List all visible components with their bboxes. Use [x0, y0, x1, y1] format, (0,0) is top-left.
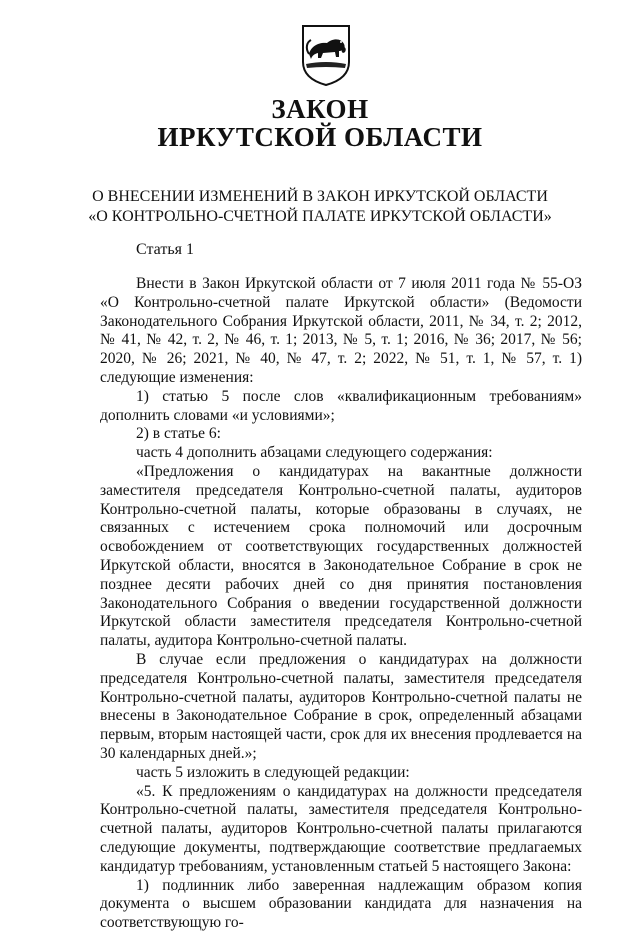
law-region-title: ИРКУТСКОЙ ОБЛАСТИ: [157, 122, 483, 152]
article-heading: Статья 1: [136, 241, 194, 258]
law-subject-line2: «О КОНТРОЛЬНО-СЧЕТНОЙ ПАЛАТЕ ИРКУТСКОЙ ОБЛАСТИ»: [88, 208, 552, 225]
paragraph: часть 5 изложить в следующей редакции:: [136, 763, 410, 781]
paragraph: «5. К предложениям о кандидатурах на должности председателя Контрольно-счетной палаты, заместителя председателя Контрольно-счетной палаты, аудиторов Контрольно-счетной палаты прилагаются следующие документы, подтверждающие соответствие предлагаемых кандидатур требованиям, установленным статьей 5 настоящего Закона:: [100, 782, 582, 875]
law-title: ЗАКОН: [271, 94, 369, 124]
paragraph: 1) подлинник либо заверенная надлежащим образом копия документа о высшем образовании кандидата для назначения на соответствующую го-: [100, 876, 582, 932]
coat-of-arms: [299, 24, 353, 86]
paragraph: 1) статью 5 после слов «квалификационным требованиям» дополнить словами «и условиями»;: [100, 387, 582, 424]
law-body: [100, 275, 582, 933]
law-subject-line1: О ВНЕСЕНИИ ИЗМЕНЕНИЙ В ЗАКОН ИРКУТСКОЙ ОБЛАСТИ: [92, 188, 548, 205]
paragraph: часть 4 дополнить абзацами следующего содержания:: [136, 444, 493, 462]
irkutsk-coat-of-arms-icon: [299, 24, 353, 86]
paragraph: Внести в Закон Иркутской области от 7 июля 2011 года № 55-ОЗ «О Контрольно-счетной палате Иркутской области» (Ведомости Законодательного Собрания Иркутской области, 2011, № 34, т. 2; 2012, № 41, № 42, т. 2, № 46, т. 1; 2013, № 5, т. 1; 2016, № 36; 2017, № 56; 2020, № 26; 2021, № 40, № 47, т. 2; 2022, № 51, т. 1, № 57, т. 1) следующие изменения:: [100, 275, 582, 386]
paragraph: 2) в статье 6:: [136, 425, 221, 443]
paragraph: «Предложения о кандидатурах на вакантные должности заместителя председателя Контрольно-счетной палаты, аудиторов Контрольно-счетной палаты, которые образованы в случаях, не связанных с истечением срока полномочий или досрочным освобождением от соответствующих государственных должностей Иркутской области, вносятся в Законодательное Собрание в срок не позднее десяти рабочих дней со дня принятия постановления Законодательного Собрания о введении государственной должности Иркутской области заместителя председателя Контрольно-счетной палаты, аудитора Контрольно-счетной палаты.: [100, 462, 582, 650]
paragraph: В случае если предложения о кандидатурах на должности председателя Контрольно-счетной палаты, заместителя председателя Контрольно-счетной палаты, аудиторов Контрольно-счетной палаты не внесены в Законодательное Собрание в срок, определенный абзацами первым, вторым настоящей части, срок для их внесения продлевается на 30 календарных дней.»;: [100, 650, 582, 762]
